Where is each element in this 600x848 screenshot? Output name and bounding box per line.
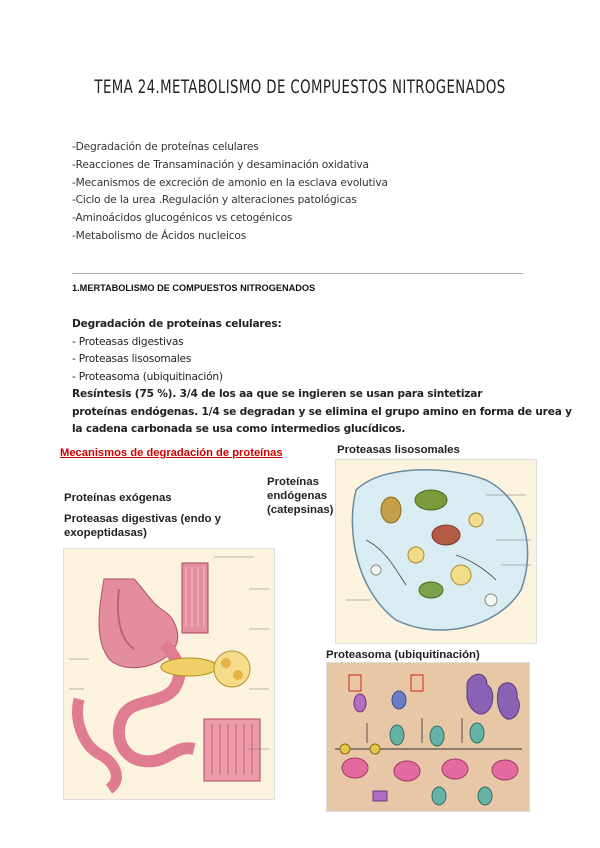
topic-item: -Mecanismos de excreción de amonio en la esclava evolutiva xyxy=(72,176,388,189)
mechanisms-title: Mecanismos de degradación de proteínas xyxy=(60,447,283,459)
topic-item: -Metabolismo de Ácidos nucleicos xyxy=(72,229,247,242)
section-heading: 1.MERTABOLISMO DE COMPUESTOS NITROGENADOS xyxy=(72,283,316,293)
paragraph-line: Resíntesis (75 %). 3/4 de los aa que se ingieren se usan para sintetizar xyxy=(72,388,483,400)
topic-item: -Degradación de proteínas celulares xyxy=(72,141,259,153)
paragraph-line: la cadena carbonada se usa como intermedios glucídicos. xyxy=(72,423,406,435)
digestive-system-drawing xyxy=(64,549,274,799)
subheading: Degradación de proteínas celulares: xyxy=(72,318,282,330)
bullet-item: - Proteasas digestivas xyxy=(72,335,184,348)
bullet-item: - Proteasas lisosomales xyxy=(72,353,192,365)
topic-item: -Reacciones de Transaminación y desaminación oxidativa xyxy=(72,158,369,171)
bullet-item: - Proteasoma (ubiquitinación) xyxy=(72,370,223,383)
topic-item: -Aminoácidos glucogénicos vs cetogénicos xyxy=(72,212,293,225)
topic-list xyxy=(72,139,388,246)
digestive-label: Proteasas digestivas (endo y exopeptidasas) xyxy=(64,513,221,539)
exogenous-label: Proteínas exógenas xyxy=(64,492,172,504)
digestive-system-illustration xyxy=(63,548,275,800)
topic-item: -Ciclo de la urea .Regulación y alteraciones patológicas xyxy=(72,194,357,207)
proteasome-label: Proteasoma (ubiquitinación) xyxy=(326,649,480,661)
proteasome-drawing xyxy=(327,663,529,811)
section-body xyxy=(72,316,572,439)
document-title: TEMA 24.METABOLISMO DE COMPUESTOS NITROGENADOS xyxy=(94,76,506,98)
section-divider xyxy=(72,273,523,274)
lysosomal-label: Proteasas lisosomales xyxy=(337,444,460,456)
lysosome-illustration xyxy=(335,459,537,644)
lysosome-drawing xyxy=(336,460,536,643)
proteasome-illustration xyxy=(326,662,530,812)
paragraph-line: proteínas endógenas. 1/4 se degradan y se elimina el grupo amino en forma de urea y xyxy=(72,405,572,418)
endogenous-label: Proteínas endógenas (catepsinas) xyxy=(267,476,334,516)
